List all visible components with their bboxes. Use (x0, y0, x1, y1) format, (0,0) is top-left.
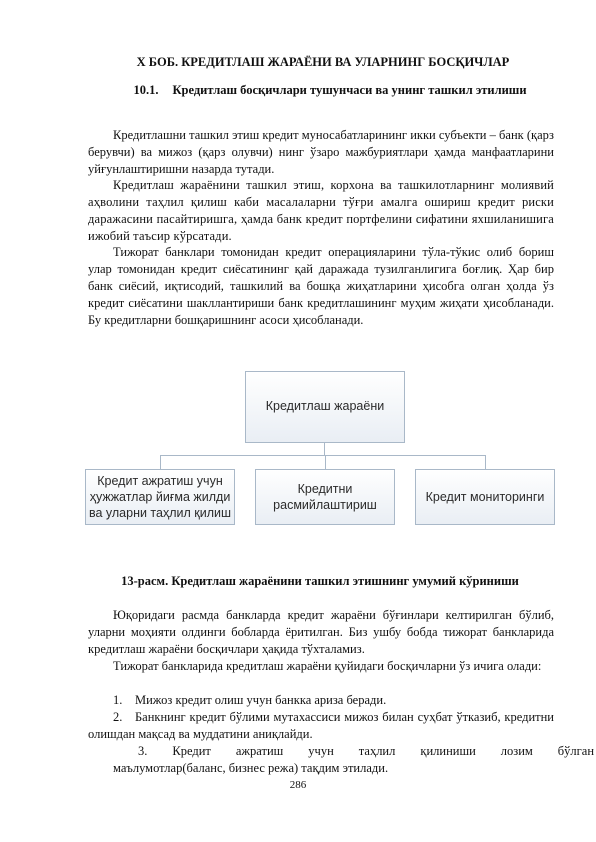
connector-line (160, 455, 486, 456)
figure-caption: 13-расм. Кредитлаш жараёнини ташкил этишнинг умумий кўриниши (121, 574, 519, 588)
list-text: маълумотлар(баланс, бизнес режа) тақдим этилади. (113, 761, 389, 775)
section-number: 10.1. (133, 83, 159, 97)
paragraph: Кредитлаш жараёнини ташкил этиш, корхона ва ташкилотларнинг молиявий аҳволини таҳлил қилиш каби масалаларни тўғри амалга ошириш кредит риски даражасини пасайтиришга, ҳамда банк кредит портфелини сифатини яхшиланишига ижобий таъсир кўрсатади. (88, 178, 554, 243)
list-word: лозим (500, 744, 533, 758)
list-number: 3. (138, 744, 148, 758)
list-word: қилиниши (420, 744, 476, 758)
list-item (88, 743, 595, 777)
list-number: 2. (113, 710, 123, 724)
paragraph: Юқоридаги расмда банкларда кредит жараёни бўғинлари келтирилган бўлиб, уларни моҳияти олдинги бобларда ёритилган. Биз ушбу бобда тижорат банкларида кредитлаш жараёни босқичлари ҳақида тўхталамиз. (88, 608, 554, 656)
connector-line (324, 443, 325, 455)
diagram-root-box: Кредитлаш жараёни (245, 371, 405, 443)
list-first-line (88, 743, 595, 760)
section-heading (120, 82, 540, 99)
list-item (88, 692, 554, 709)
list-text: Банкнинг кредит бўлими мутахассиси мижоз билан суҳбат ўтказиб, кредитни олишдан мақсад ва муддатини аниқлайди. (88, 710, 554, 741)
list-word: Кредит (172, 744, 211, 758)
paragraph: Тижорат банклари томонидан кредит операцияларини тўла-тўкис олиб бориш улар томонидан кредит сиёсатининг қай даражада тузилганлигига боғлиқ. Ҳар бир банк сиёсий, иқтисодий, ташкилий ва бошқа жиҳатларини ҳисобга олган ҳолда ўз кредит сиёсатини шакллантириши банк кредитлашининг муҳим жиҳати ҳисобланади. Бу кредитларни бошқаришнинг асоси ҳисобланади. (88, 245, 554, 327)
connector-line (485, 455, 486, 469)
list-item (88, 709, 554, 743)
diagram-box-documents: Кредит ажратиш учун ҳужжатлар йиғма жилди ва уларни таҳлил қилиш (85, 469, 235, 525)
paragraph: Кредитлашни ташкил этиш кредит муносабатларининг икки субъекти – банк (қарз берувчи) ва мижоз (қарз олувчи) нинг ўзаро мажбуриятлари ҳамда манфаатларини уйғунлаштиришни назарда тутади. (88, 128, 554, 176)
chapter-title: X БОБ. КРЕДИТЛАШ ЖАРАЁНИ ВА УЛАРНИНГ БОСҚИЧЛАР (136, 55, 510, 69)
page-number: 286 (289, 779, 307, 791)
process-diagram (85, 355, 555, 525)
paragraph: Тижорат банкларида кредитлаш жараёни қуйидаги босқичларни ўз ичига олади: (113, 659, 542, 673)
list-word: таҳлил (358, 744, 396, 758)
list-text: Мижоз кредит олиш учун банкка ариза беради. (135, 693, 387, 707)
list-word: учун (308, 744, 334, 758)
diagram-box-monitoring: Кредит мониторинги (415, 469, 555, 525)
connector-line (325, 455, 326, 469)
list-word: бўлган (557, 744, 595, 758)
list-word: ажратиш (235, 744, 284, 758)
list-number: 1. (113, 693, 123, 707)
connector-line (160, 455, 161, 469)
section-title: Кредитлаш босқичлари тушунчаси ва унинг ташкил этилиши (172, 83, 527, 97)
diagram-box-registration: Кредитни расмийлаштириш (255, 469, 395, 525)
